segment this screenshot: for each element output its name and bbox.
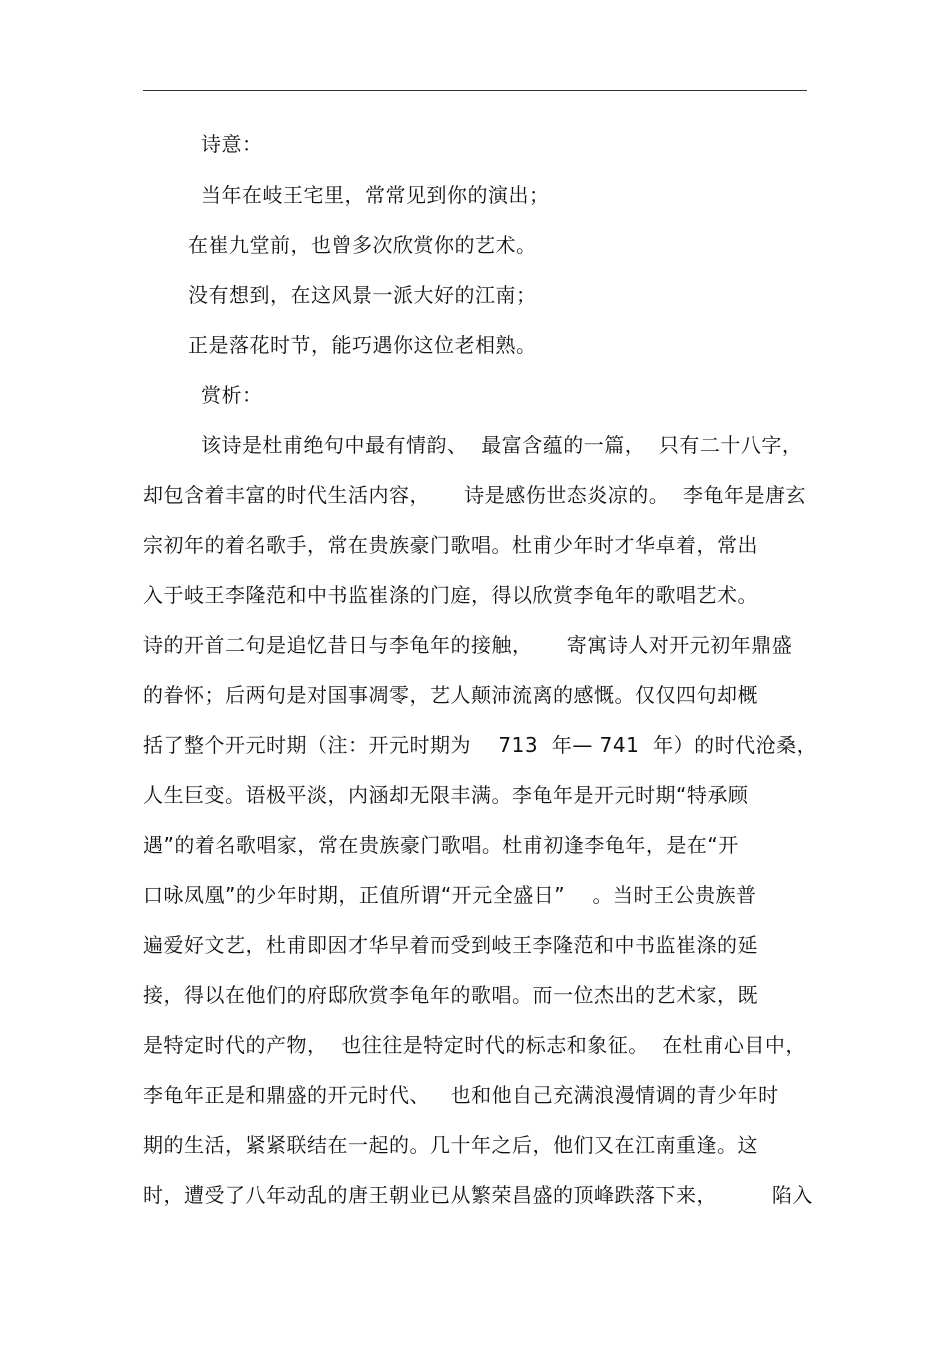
section-heading-meaning: 诗意： (201, 132, 263, 156)
analysis-line: 期的生活，紧紧联结在一起的。几十年之后，他们又在江南重逢。这 (143, 1133, 758, 1157)
analysis-line: 遇”的着名歌唱家，常在贵族豪门歌唱。杜甫初逢李龟年，是在“开 (143, 833, 739, 857)
analysis-line: 口咏凤凰”的少年时期，正值所谓“开元全盛日” 。当时王公贵族普 (143, 883, 757, 907)
analysis-line: 的眷怀；后两句是对国事凋零，艺人颠沛流离的感慨。仅仅四句却概 (143, 683, 758, 707)
poem-line-2: 在崔九堂前，也曾多次欣赏你的艺术。 (188, 233, 537, 257)
analysis-line: 却包含着丰富的时代生活内容， 诗是感伤世态炎凉的。 李龟年是唐玄 (143, 483, 807, 507)
analysis-line: 李龟年正是和鼎盛的开元时代、 也和他自己充满浪漫情调的青少年时 (143, 1083, 779, 1107)
poem-line-3: 没有想到，在这风景一派大好的江南； (188, 283, 537, 307)
analysis-line: 人生巨变。语极平淡，内涵却无限丰满。李龟年是开元时期“特承顾 (143, 783, 749, 807)
analysis-line: 该诗是杜甫绝句中最有情韵、 最富含蕴的一篇， 只有二十八字， (201, 433, 803, 457)
poem-line-1: 当年在岐王宅里，常常见到你的演出； (201, 183, 550, 207)
section-heading-analysis: 赏析： (201, 383, 263, 407)
analysis-line: 接，得以在他们的府邸欣赏李龟年的歌唱。而一位杰出的艺术家，既 (143, 983, 758, 1007)
analysis-line: 括了整个开元时期（注：开元时期为 713 年— 741 年）的时代沧桑， (143, 733, 818, 757)
analysis-line: 是特定时代的产物， 也往往是特定时代的标志和象征。 在杜甫心目中， (143, 1033, 806, 1057)
analysis-line: 入于岐王李隆范和中书监崔涤的门庭，得以欣赏李龟年的歌唱艺术。 (143, 583, 758, 607)
poem-line-4: 正是落花时节，能巧遇你这位老相熟。 (188, 333, 537, 357)
analysis-line: 诗的开首二句是追忆昔日与李龟年的接触， 寄寓诗人对开元初年鼎盛 (143, 633, 793, 657)
header-rule (143, 90, 807, 91)
analysis-line: 时，遭受了八年动乱的唐王朝业已从繁荣昌盛的顶峰跌落下来， 陷入 (143, 1183, 813, 1207)
analysis-line: 宗初年的着名歌手，常在贵族豪门歌唱。杜甫少年时才华卓着，常出 (143, 533, 758, 557)
analysis-line: 遍爱好文艺，杜甫即因才华早着而受到岐王李隆范和中书监崔涤的延 (143, 933, 758, 957)
